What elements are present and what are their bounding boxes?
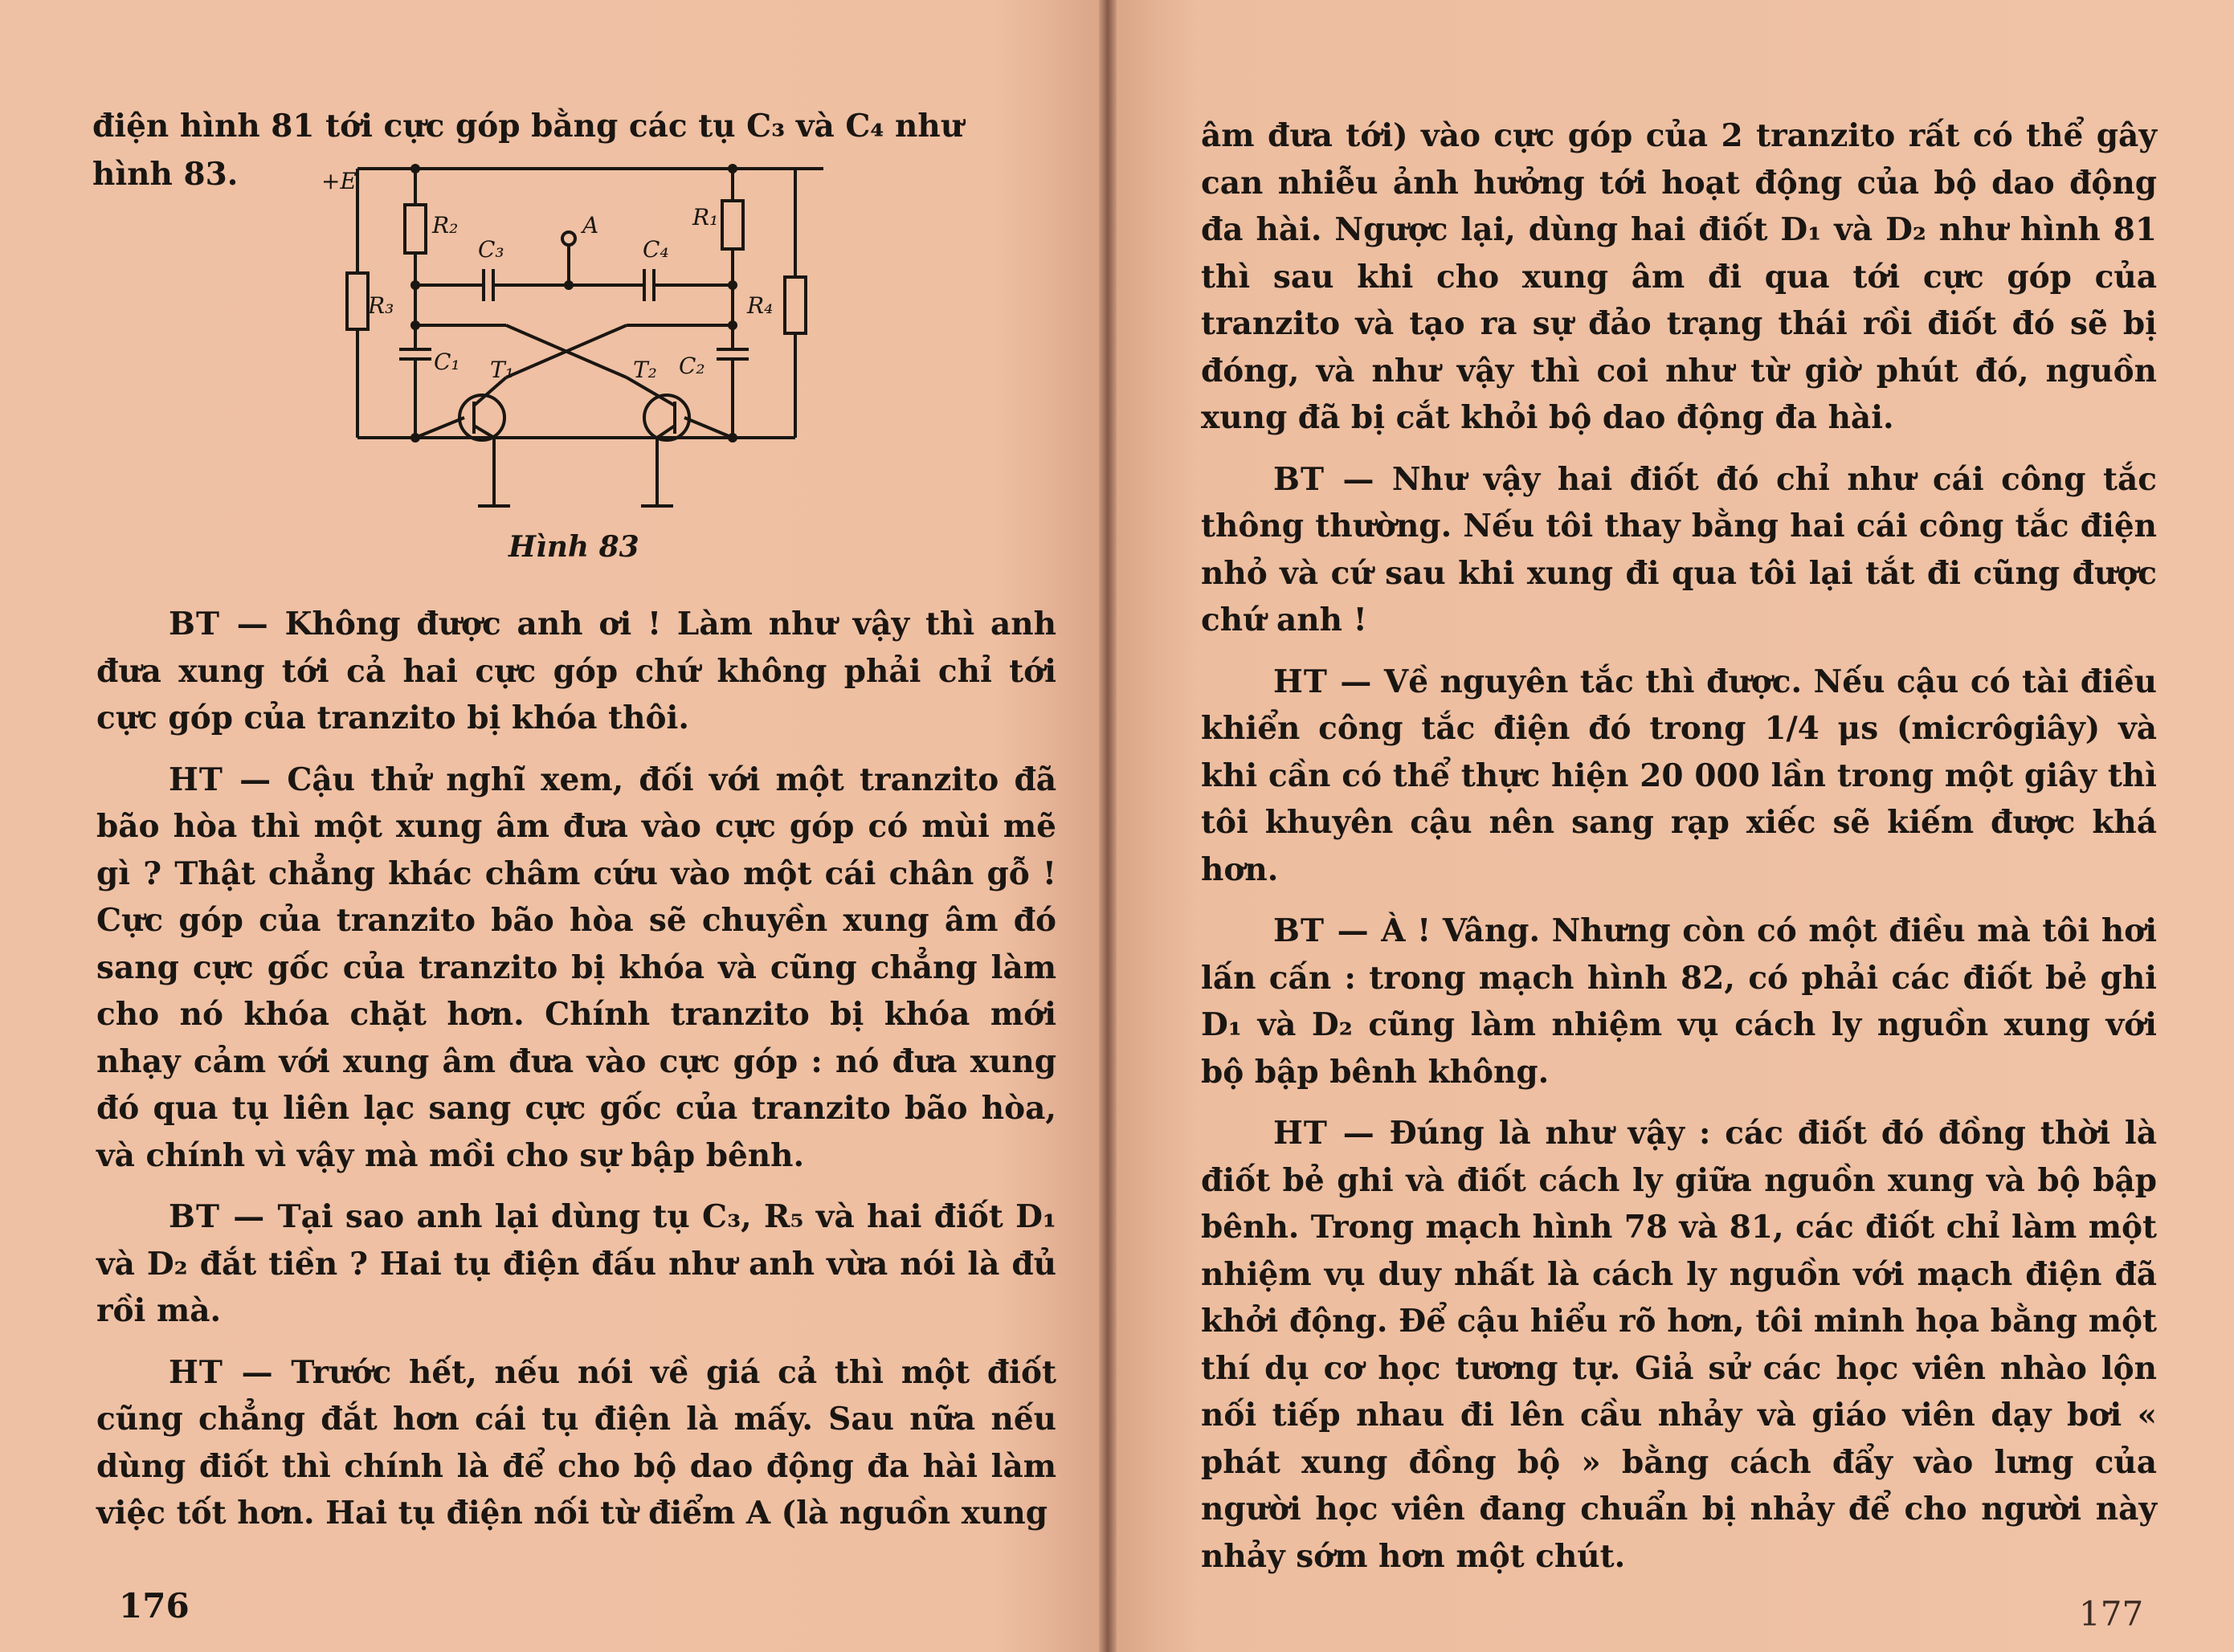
paragraph-text: âm đưa tới) vào cực góp của 2 tranzito rất có thể gây can nhiễu ảnh hưởng tới hoạt động của bộ dao động đa hài. Ngược lại, dùng hai điốt D₁ và D₂ như hình 81 thì sau khi cho xung âm đi qua tới cực góp của tranzito và tạo ra sự đảo trạng thái rồi điốt đó sẽ bị đóng, và như vậy thì coi như từ giờ phút đó, nguồn xung đã bị cắt khỏi bộ dao động đa hài. bbox=[1201, 117, 2157, 436]
speaker-label: BT — bbox=[1273, 460, 1375, 498]
label-E: +E bbox=[321, 168, 357, 194]
right-paragraph-1 bbox=[1201, 112, 2157, 442]
speaker-label: BT — bbox=[169, 606, 269, 642]
paragraph-text: À ! Vâng. Nhưng còn có một điều mà tôi hơi lấn cấn : trong mạch hình 82, có phải các điốt bẻ ghi D₁ và D₂ cũng làm nhiệm vụ cách ly nguồn xung với bộ bập bênh không. bbox=[1201, 912, 2158, 1091]
speaker-label: BT — bbox=[169, 1198, 266, 1235]
label-A: A bbox=[582, 212, 599, 239]
speaker-label: HT — bbox=[169, 1353, 274, 1391]
paragraph-text: Tại sao anh lại dùng tụ C₃, R₅ và hai điốt D₁ và D₂ đắt tiền ? Hai tụ điện đấu như anh vừa nói là đủ rồi mà. bbox=[96, 1198, 1057, 1329]
label-C2: C₂ bbox=[679, 353, 705, 379]
right-paragraph-5 bbox=[1201, 1110, 2157, 1580]
page-number-left: 176 bbox=[119, 1586, 190, 1625]
circuit-diagram bbox=[321, 145, 835, 578]
right-paragraph-2 bbox=[1201, 456, 2157, 644]
label-R3: R₃ bbox=[368, 292, 394, 319]
intro-text-2: hình 83. bbox=[92, 156, 239, 193]
label-C4: C₄ bbox=[643, 236, 669, 263]
right-paragraph-4 bbox=[1201, 908, 2157, 1095]
book-gutter bbox=[1099, 0, 1117, 1652]
speaker-label: HT — bbox=[1273, 1115, 1375, 1152]
left-paragraph-1 bbox=[96, 601, 1056, 742]
paragraph-text: Như vậy hai điốt đó chỉ như cái công tắc thông thường. Nếu tôi thay bằng hai cái công tắc điện nhỏ và cứ sau khi xung đi qua tôi lại tắt đi cũng được chứ anh ! bbox=[1201, 460, 2158, 638]
page-number-right: 177 bbox=[2079, 1594, 2144, 1634]
left-paragraph-2 bbox=[96, 757, 1056, 1180]
right-page-body bbox=[1201, 112, 2157, 1580]
paragraph-text: Trước hết, nếu nói về giá cả thì một điốt cũng chẳng đắt hơn cái tụ điện là mấy. Sau nữa nếu dùng điốt thì chính là để cho bộ dao động đa hài làm việc tốt hơn. Hai tụ điện nối từ điểm A (là nguồn xung bbox=[96, 1353, 1056, 1532]
paragraph-text: Đúng là như vậy : các điốt đó đồng thời là điốt bẻ ghi và điốt cách ly giữa nguồn xung và bộ bập bênh. Trong mạch hình 78 và 81, các điốt chỉ làm một nhiệm vụ duy nhất là cách ly nguồn với mạch điện đã khởi động. Để cậu hiểu rõ hơn, tôi minh họa bằng một thí dụ cơ học tương tự. Giả sử các học viên nhào lộn nối tiếp nhau đi lên cầu nhảy và giáo viên dạy bơi « phát xung đồng bộ » bằng cách đẩy vào lưng của người học viên đang chuẩn bị nhảy để cho người này nhảy sớm hơn một chút. bbox=[1201, 1115, 2157, 1575]
label-R1: R₁ bbox=[692, 204, 719, 230]
left-intro-line1 bbox=[92, 103, 1040, 150]
paragraph-text: Về nguyên tắc thì được. Nếu cậu có tài điều khiển công tắc điện đó trong 1/4 μs (micrôgiây) và khi cần có thể thực hiện 20 000 lần trong một giây thì tôi khuyên cậu nên sang rạp xiếc sẽ kiếm được khá hơn. bbox=[1201, 663, 2158, 888]
figure-caption: Hình 83 bbox=[508, 530, 639, 564]
paragraph-text: Không được anh ơi ! Làm như vậy thì anh đưa xung tới cả hai cực góp chứ không phải chỉ tới cực góp của tranzito bị khóa thôi. bbox=[96, 606, 1056, 736]
left-page-body bbox=[96, 601, 1056, 1537]
right-paragraph-3 bbox=[1201, 659, 2157, 894]
left-paragraph-4 bbox=[96, 1349, 1056, 1537]
speaker-label: HT — bbox=[1273, 663, 1373, 700]
circuit-diagram-figure bbox=[321, 145, 835, 578]
label-T1: T₁ bbox=[490, 357, 514, 383]
label-R2: R₂ bbox=[432, 212, 459, 239]
left-paragraph-3 bbox=[96, 1193, 1056, 1335]
label-T2: T₂ bbox=[633, 357, 657, 383]
label-R4: R₄ bbox=[747, 292, 774, 319]
speaker-label: BT — bbox=[1273, 912, 1370, 949]
speaker-label: HT — bbox=[169, 761, 272, 798]
paragraph-text: Cậu thử nghĩ xem, đối với một tranzito đã bão hòa thì một xung âm đưa vào cực góp có mùi mẽ gì ? Thật chẳng khác châm cứu vào một cái chân gỗ ! Cực góp của tranzito bão hòa sẽ chuyền xung âm đó sang cực gốc của tranzito bị khóa và cũng chẳng làm cho nó khóa chặt hơn. Chính tranzito bị khóa mới nhạy cảm với xung âm đưa vào cực góp : nó đưa xung đó qua tụ liên lạc sang cực gốc của tranzito bão hòa, và chính vì vậy mà mồi cho sự bập bênh. bbox=[96, 761, 1057, 1174]
intro-text-1: điện hình 81 tới cực góp bằng các tụ C₃ và C₄ như bbox=[92, 108, 964, 145]
label-C1: C₁ bbox=[434, 349, 460, 375]
left-intro-line2 bbox=[92, 151, 333, 198]
label-C3: C₃ bbox=[478, 236, 504, 263]
